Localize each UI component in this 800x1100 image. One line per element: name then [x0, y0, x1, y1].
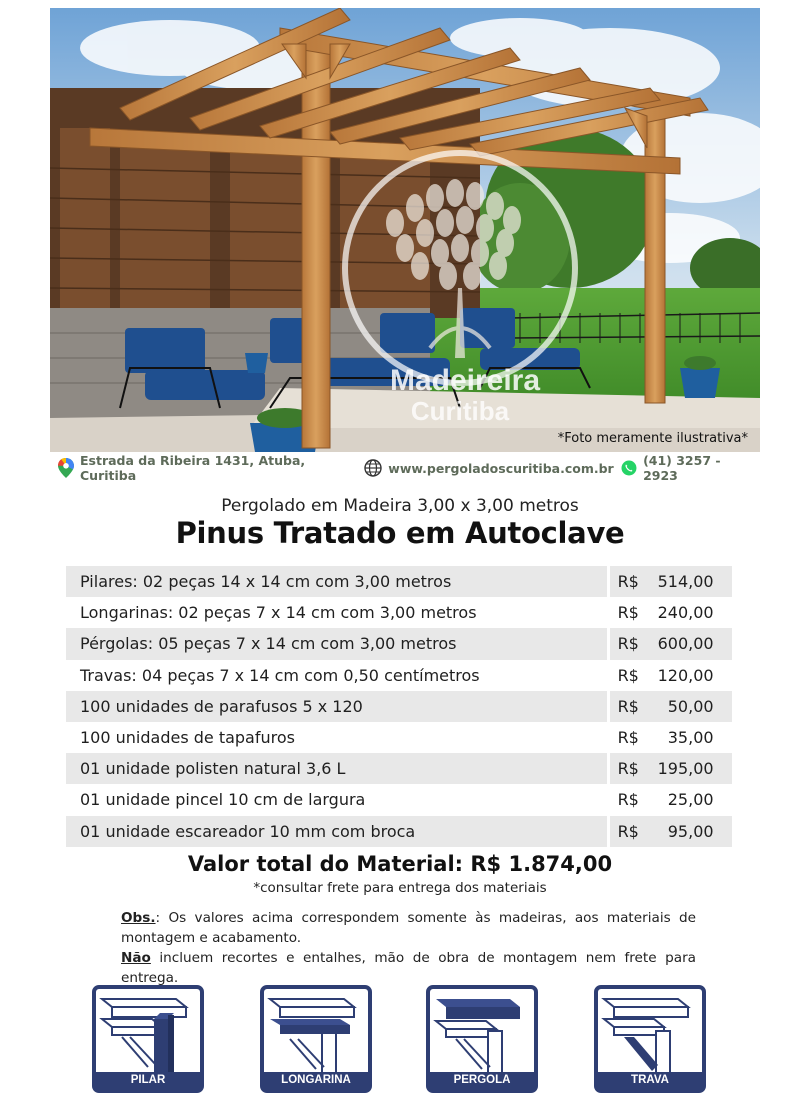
total-value: Valor total do Material: R$ 1.874,00	[187, 852, 613, 876]
diagram-pilar	[92, 985, 204, 1095]
item-price: 240,00	[657, 603, 714, 623]
item-price: 95,00	[667, 821, 714, 841]
diagram-label: LONGARINA	[264, 1072, 368, 1089]
table-row	[66, 816, 732, 847]
website-item[interactable]	[364, 459, 621, 477]
photo-caption: *Foto meramente ilustrativa*	[557, 431, 748, 446]
address-item	[58, 453, 354, 483]
item-description: 01 unidade polisten natural 3,6 L	[66, 753, 607, 784]
currency-label: R$	[617, 759, 639, 779]
pergola-illustration	[50, 8, 760, 452]
item-description: Longarinas: 02 peças 7 x 14 cm com 3,00 metros	[80, 603, 477, 623]
diagram-trava	[594, 985, 706, 1095]
item-price: 25,00	[667, 790, 714, 810]
currency-label: R$	[617, 665, 639, 685]
item-description: 100 unidades de tapafuros	[80, 728, 295, 748]
product-title: Pinus Tratado em Autoclave	[175, 516, 625, 550]
phone-item[interactable]	[621, 453, 758, 483]
website-text[interactable]: www.pergoladoscuritiba.com.br	[388, 460, 614, 476]
contact-bar	[58, 453, 758, 483]
item-price: 514,00	[657, 572, 714, 592]
component-diagrams	[92, 985, 714, 1095]
map-pin-icon	[58, 458, 74, 478]
table-row	[66, 597, 732, 628]
table-row	[66, 722, 732, 753]
currency-label: R$	[617, 821, 639, 841]
product-subtitle: Pergolado em Madeira 3,00 x 3,00 metros	[221, 496, 579, 516]
obs-text-2: incluem recortes e entalhes, mão de obra de montagem nem frete para entrega.	[121, 950, 696, 986]
item-price: 600,00	[657, 634, 714, 654]
currency-label: R$	[617, 696, 639, 716]
watermark-text-1: Madeireira	[389, 364, 541, 397]
item-description: Pilares: 02 peças 14 x 14 cm com 3,00 metros	[66, 566, 607, 597]
item-price: 120,00	[657, 665, 714, 685]
currency-label: R$	[617, 728, 639, 748]
obs-label: Obs.	[121, 910, 156, 926]
diagram-longarina	[260, 985, 372, 1095]
diagram-label: PERGOLA	[430, 1072, 534, 1089]
item-price: 50,00	[667, 696, 714, 716]
diagram-label: TRAVA	[598, 1072, 702, 1089]
phone-text[interactable]: (41) 3257 - 2923	[643, 453, 721, 483]
item-description: Pérgolas: 05 peças 7 x 14 cm com 3,00 metros	[66, 628, 607, 659]
table-row	[66, 660, 732, 691]
diagram-pergola	[426, 985, 538, 1095]
obs-text-1: : Os valores acima correspondem somente às madeiras, aos materiais de montagem e acabamento.	[121, 910, 696, 946]
item-description: 100 unidades de parafusos 5 x 120	[66, 691, 607, 722]
watermark-text-2: Curitiba	[410, 396, 510, 426]
item-description: 01 unidade escareador 10 mm com broca	[66, 816, 607, 847]
item-description: Travas: 04 peças 7 x 14 cm com 0,50 centímetros	[80, 665, 480, 685]
price-table	[66, 566, 732, 847]
table-row	[66, 784, 732, 815]
currency-label: R$	[617, 603, 639, 623]
item-description: 01 unidade pincel 10 cm de largura	[80, 790, 366, 810]
table-row	[66, 628, 732, 659]
hero-photo	[50, 8, 760, 452]
item-price: 195,00	[657, 759, 714, 779]
address-text: Estrada da Ribeira 1431, Atuba, Curitiba	[80, 453, 306, 483]
currency-label: R$	[617, 790, 639, 810]
currency-label: R$	[617, 572, 639, 592]
currency-label: R$	[617, 634, 639, 654]
whatsapp-icon	[621, 460, 637, 476]
table-row	[66, 691, 732, 722]
diagram-label: PILAR	[96, 1072, 200, 1089]
item-price: 35,00	[667, 728, 714, 748]
table-row	[66, 753, 732, 784]
observations	[121, 908, 696, 988]
globe-icon	[364, 459, 382, 477]
freight-note: *consultar frete para entrega dos materiais	[253, 880, 547, 896]
table-row	[66, 566, 732, 597]
obs-label-nao: Não	[121, 950, 151, 966]
